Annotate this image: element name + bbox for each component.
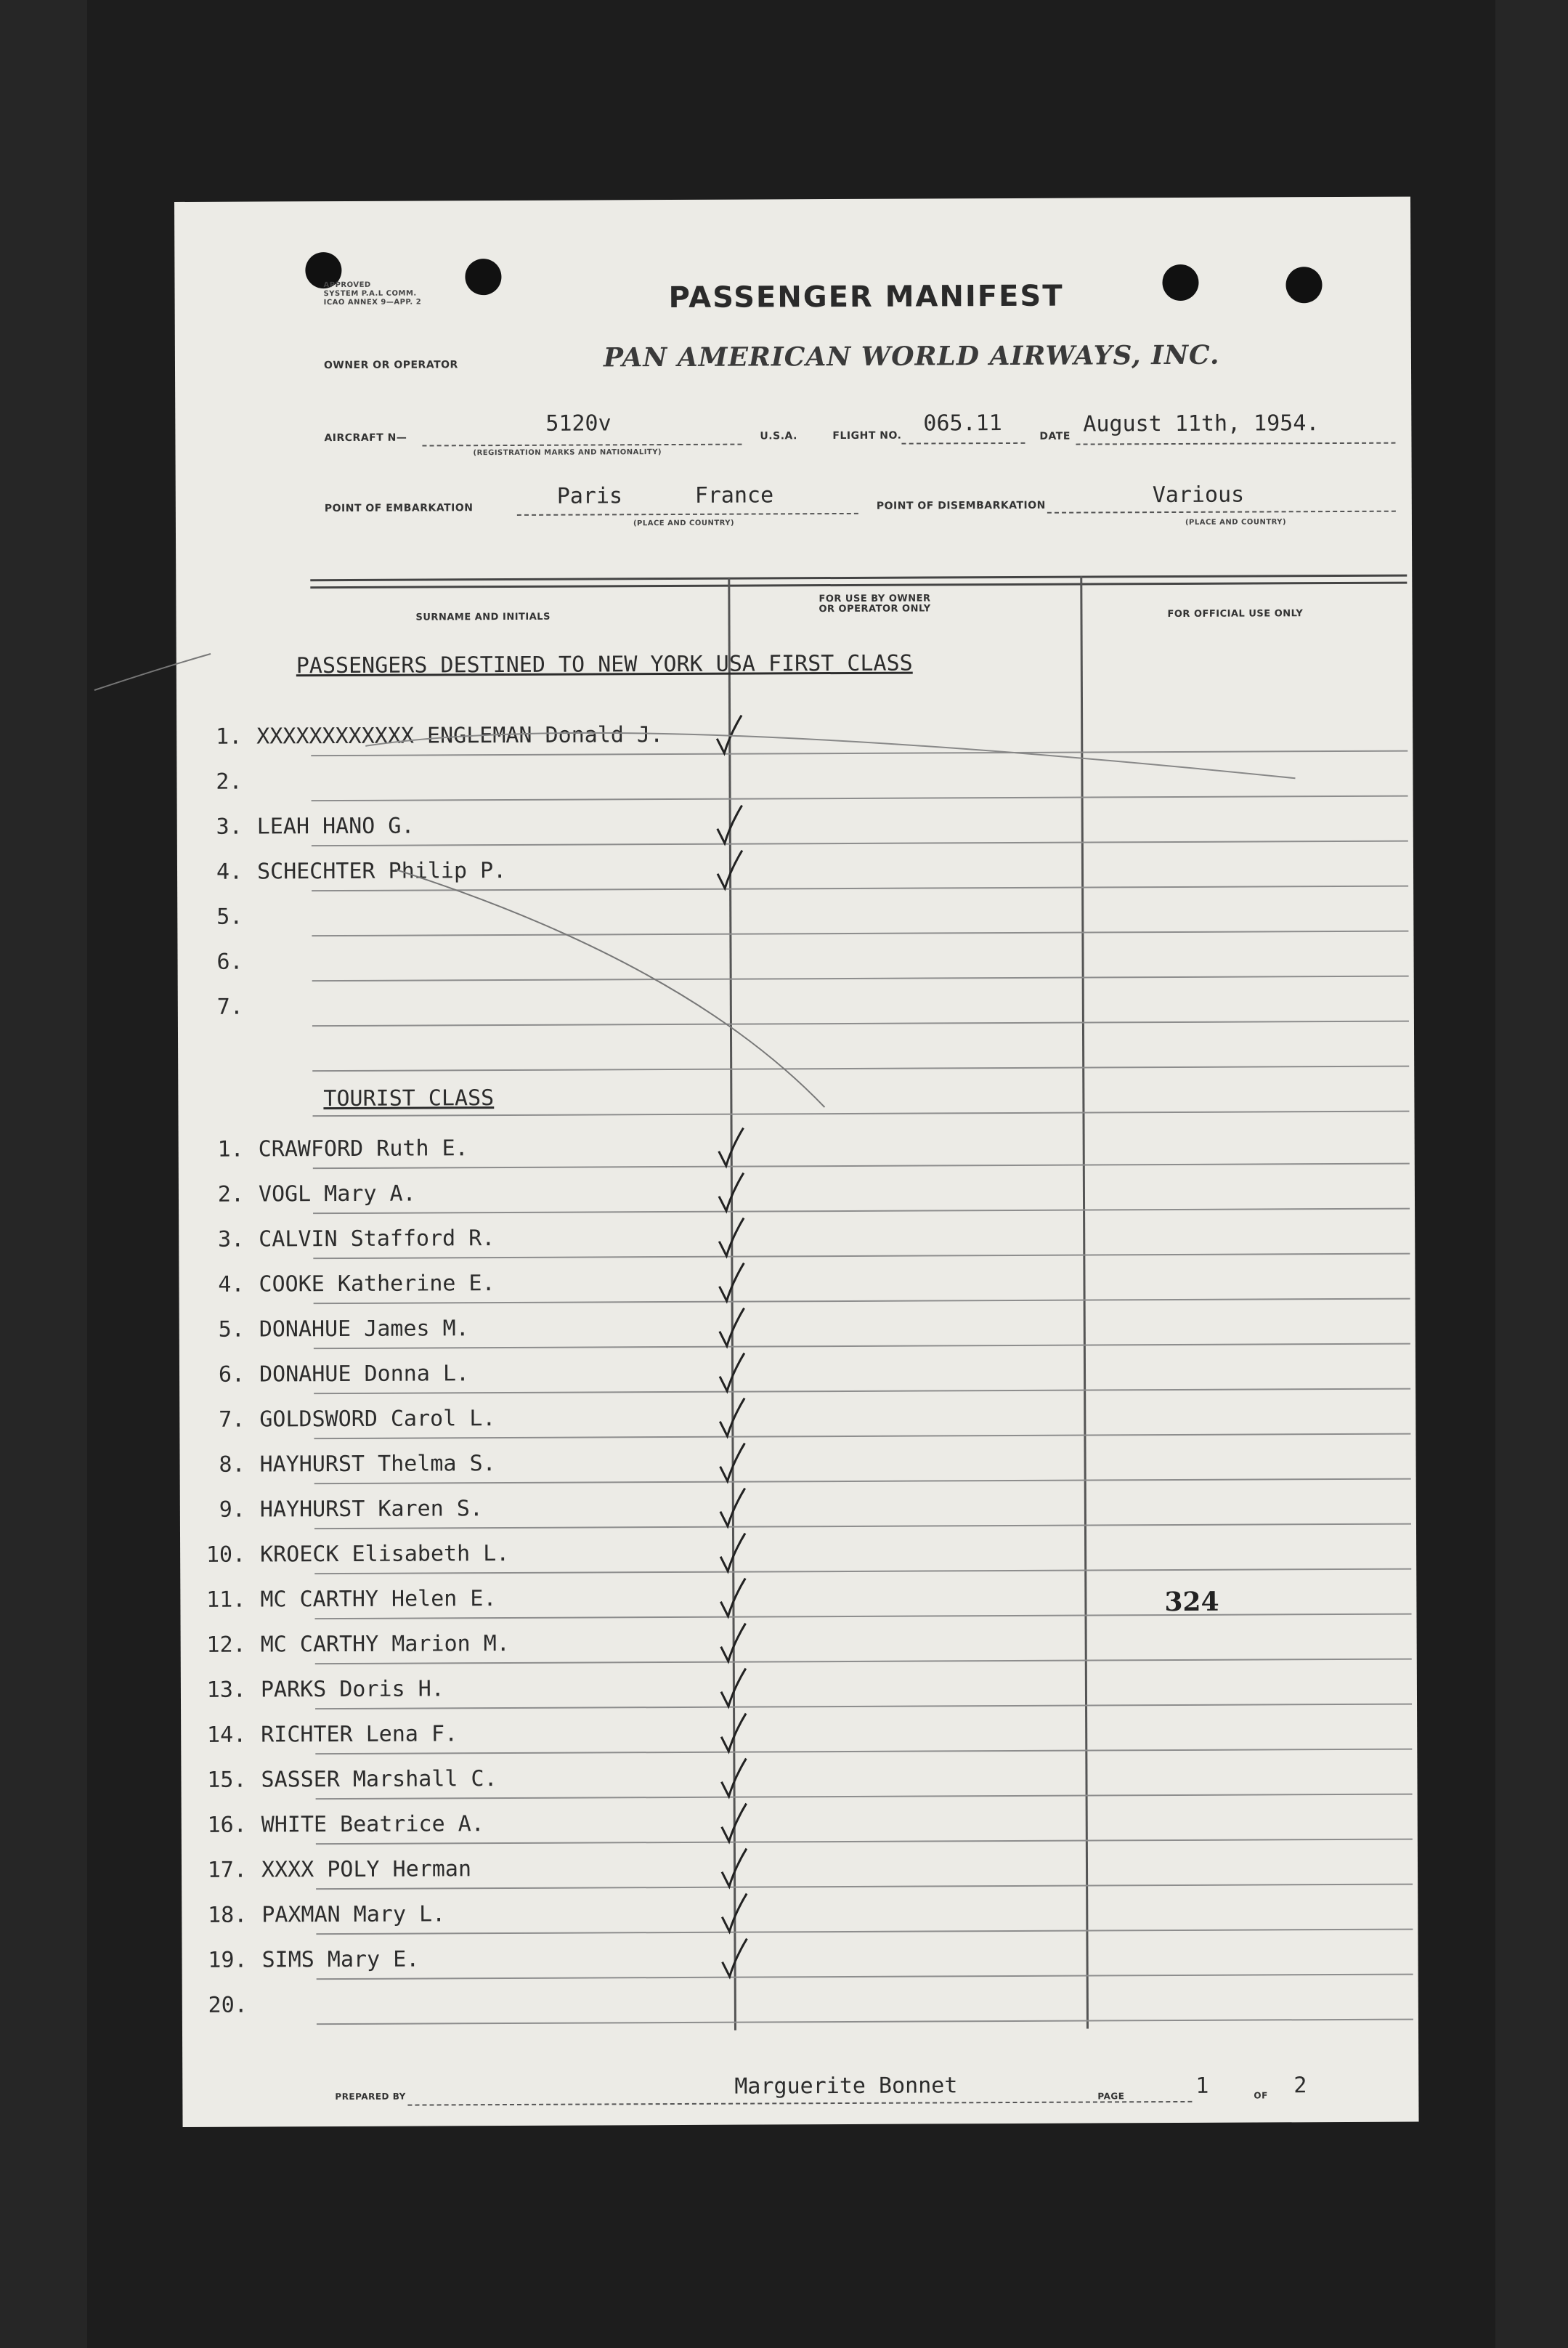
column-owner-use: FOR USE BY OWNER OR OPERATOR ONLY — [818, 593, 931, 615]
column-surname: SURNAME AND INITIALS — [415, 611, 551, 623]
passenger-name: LEAH HANO G. — [256, 813, 415, 840]
check-mark-icon — [718, 1531, 739, 1574]
row-number: 7. — [219, 1406, 245, 1433]
passenger-name: MC CARTHY Marion M. — [260, 1631, 510, 1658]
check-mark-icon — [717, 1396, 739, 1439]
first-class-heading: PASSENGERS DESTINED TO NEW YORK USA FIRST CLASS — [296, 650, 913, 679]
passenger-name: PAXMAN Mary L. — [261, 1901, 446, 1928]
passenger-name: HAYHURST Karen S. — [259, 1496, 483, 1523]
row-number: 13. — [206, 1677, 247, 1703]
disembark-value: Various — [1152, 482, 1245, 509]
check-mark-icon — [718, 1756, 740, 1800]
embark-label: POINT OF EMBARKATION — [324, 502, 474, 515]
check-mark-icon — [718, 1576, 739, 1619]
aircraft-label: AIRCRAFT N— — [324, 432, 407, 445]
row-number: 2. — [217, 1181, 245, 1207]
table-row — [180, 1570, 1416, 1620]
row-number: 4. — [216, 859, 243, 885]
passenger-name: KROECK Elisabeth L. — [260, 1541, 510, 1568]
aircraft-value: 5120v — [545, 410, 612, 437]
passenger-name: DONAHUE James M. — [259, 1316, 469, 1343]
check-mark-icon — [718, 1621, 740, 1664]
passenger-name: XXXX POLY Herman — [261, 1856, 472, 1883]
flight-label: FLIGHT NO. — [832, 429, 902, 442]
row-number: 16. — [207, 1812, 247, 1838]
approval-line: ICAO ANNEX 9—APP. 2 — [323, 298, 422, 307]
passenger-name: GOLDSWORD Carol L. — [259, 1406, 496, 1433]
check-mark-icon — [718, 1486, 739, 1529]
film-edge-right — [1495, 0, 1568, 2348]
table-row — [182, 1975, 1418, 2025]
prepared-value: Marguerite Bonnet — [734, 2073, 958, 2100]
of-label: OF — [1254, 2090, 1268, 2101]
of-value: 2 — [1293, 2073, 1307, 2099]
owner-label: OWNER OR OPERATOR — [323, 359, 458, 372]
prepared-label: PREPARED BY — [335, 2091, 406, 2102]
table-row — [179, 1435, 1415, 1485]
flight-value: 065.11 — [923, 410, 1002, 437]
passenger-name: SIMS Mary E. — [261, 1946, 420, 1973]
table-row — [179, 1390, 1415, 1440]
page-value: 1 — [1195, 2073, 1209, 2099]
table-row — [182, 1930, 1418, 1980]
table-row — [179, 1165, 1415, 1215]
row-number: 8. — [219, 1452, 245, 1478]
row-number: 11. — [206, 1587, 246, 1613]
passenger-name: RICHTER Lena F. — [261, 1721, 458, 1748]
check-mark-icon — [716, 1260, 738, 1304]
row-number: 7. — [216, 994, 243, 1020]
approval-line: SYSTEM P.A.L COMM. — [323, 289, 417, 299]
embark-city: Paris — [556, 483, 623, 509]
row-rule — [317, 2019, 1413, 2025]
check-mark-icon — [718, 1666, 740, 1709]
table-row — [182, 1885, 1418, 1935]
manifest-page — [174, 197, 1419, 2127]
table-row — [182, 1840, 1418, 1890]
check-mark-icon — [717, 1305, 739, 1349]
owner-value: PAN AMERICAN WORLD AIRWAYS, INC. — [603, 339, 1220, 373]
row-number: 5. — [218, 1316, 245, 1343]
row-number: 9. — [219, 1497, 245, 1523]
row-number: 4. — [218, 1271, 245, 1298]
table-row — [181, 1660, 1417, 1710]
disembark-sub: (PLACE AND COUNTRY) — [1185, 518, 1287, 527]
row-number: 1. — [216, 724, 243, 750]
page-label: PAGE — [1097, 2091, 1125, 2102]
row-number: 15. — [207, 1767, 247, 1793]
row-number: 5. — [216, 904, 243, 930]
row-number: 2. — [216, 769, 243, 795]
date-label: DATE — [1039, 430, 1071, 442]
check-mark-icon — [717, 1351, 739, 1394]
page-title: PASSENGER MANIFEST — [668, 279, 1064, 315]
official-note: 324 — [1164, 1586, 1219, 1618]
check-mark-icon — [716, 1215, 738, 1259]
passenger-name: DONAHUE Donna L. — [259, 1361, 470, 1388]
table-row — [180, 1525, 1416, 1575]
margin-pencil-mark — [0, 0, 291, 726]
check-mark-icon — [719, 1801, 741, 1845]
table-row — [181, 1615, 1417, 1665]
row-number: 3. — [216, 814, 243, 840]
passenger-name: VOGL Mary A. — [258, 1181, 416, 1207]
row-number: 19. — [208, 1947, 248, 1973]
check-mark-icon — [718, 1711, 740, 1754]
passenger-name: CRAWFORD Ruth E. — [258, 1135, 468, 1162]
approval-line: APPROVED — [323, 280, 371, 290]
passenger-name: SASSER Marshall C. — [261, 1766, 497, 1793]
table-row — [180, 1480, 1416, 1530]
column-official-use: FOR OFFICIAL USE ONLY — [1167, 608, 1304, 620]
passenger-name: MC CARTHY Helen E. — [260, 1586, 497, 1613]
row-number: 3. — [218, 1226, 245, 1252]
table-row — [179, 1255, 1415, 1305]
check-mark-icon — [719, 1891, 741, 1935]
passenger-name: CALVIN Stafford R. — [259, 1226, 495, 1252]
check-mark-icon — [719, 1936, 741, 1980]
row-number: 1. — [217, 1136, 244, 1162]
passenger-name: WHITE Beatrice A. — [261, 1811, 484, 1838]
prepared-line — [407, 2101, 1192, 2106]
row-number: 18. — [208, 1902, 248, 1928]
table-row — [181, 1750, 1417, 1800]
pencil-strokes — [174, 197, 1415, 1146]
disembark-label: POINT OF DISEMBARKATION — [876, 499, 1046, 512]
check-mark-icon — [716, 1170, 738, 1214]
table-row — [182, 1795, 1418, 1845]
passenger-name: PARKS Doris H. — [260, 1676, 444, 1703]
embark-sub: (PLACE AND COUNTRY) — [633, 519, 735, 528]
table-row — [181, 1705, 1417, 1755]
row-number: 6. — [216, 949, 243, 975]
date-value: August 11th, 1954. — [1083, 410, 1320, 437]
passenger-name: HAYHURST Thelma S. — [259, 1451, 496, 1478]
row-number: 17. — [207, 1857, 248, 1883]
check-mark-icon — [719, 1846, 741, 1890]
table-row — [179, 1210, 1415, 1260]
check-mark-icon — [717, 1441, 739, 1484]
row-number: 6. — [218, 1361, 245, 1388]
table-row — [179, 1300, 1415, 1350]
embark-country: France — [694, 482, 774, 509]
tourist-class-heading: TOURIST CLASS — [323, 1085, 495, 1112]
row-number: 20. — [208, 1992, 248, 2018]
passenger-name: XXXXXXXXXXXX ENGLEMAN Donald J. — [256, 722, 664, 750]
usa-label: U.S.A. — [760, 430, 797, 442]
table-row — [179, 1345, 1415, 1395]
row-number: 10. — [206, 1542, 246, 1568]
aircraft-sub: (REGISTRATION MARKS AND NATIONALITY) — [473, 448, 662, 458]
row-number: 14. — [206, 1722, 247, 1748]
passenger-name: COOKE Katherine E. — [259, 1271, 495, 1298]
passenger-name: SCHECHTER Philip P. — [256, 858, 507, 885]
row-number: 12. — [206, 1632, 246, 1658]
